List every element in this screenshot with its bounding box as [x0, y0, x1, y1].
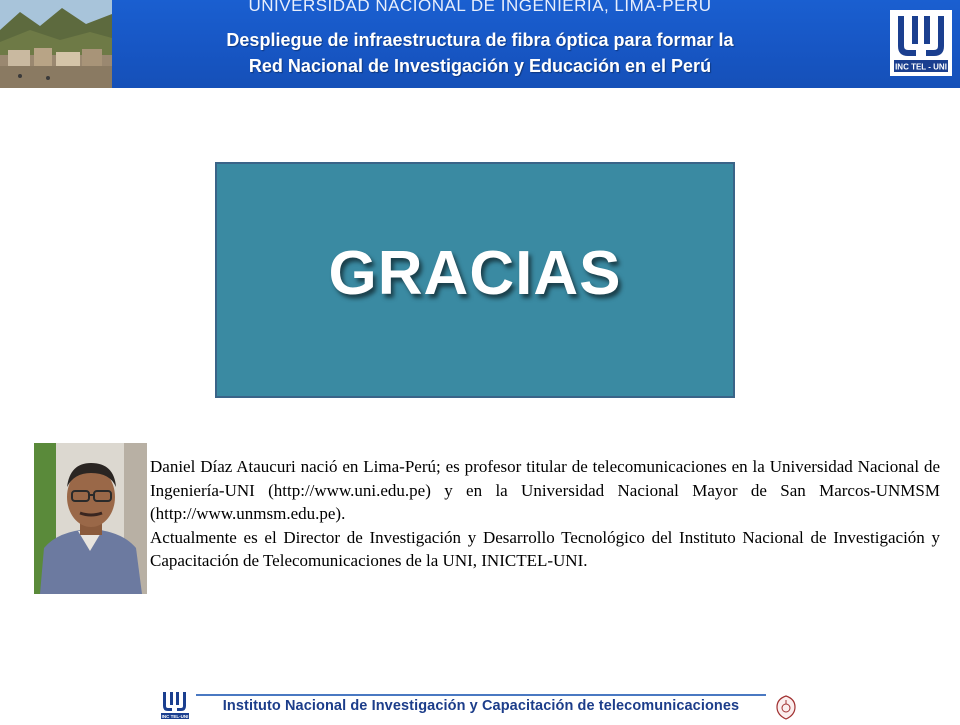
header-town-photo [0, 0, 112, 88]
bio-paragraph-2: Actualmente es el Director de Investigación y Desarrollo Tecnológico del Instituto Nacional de Investigación y Capacitación de Telecomunicaciones de la UNI, INICTEL-UNI. [150, 527, 940, 570]
presentation-title-line-2: Red Nacional de Investigación y Educación en el Perú [248, 56, 712, 76]
university-name: UNIVERSIDAD NACIONAL DE INGENIERIA, LIMA-PERU [248, 0, 712, 15]
gracias-panel [215, 162, 735, 398]
bio-paragraph-1: Daniel Díaz Ataucuri nació en Lima-Perú; es profesor titular de telecomunicaciones en la Universidad Nacional de Ingeniería-UNI (http://www.uni.edu.pe) y en la Universidad Nacional Mayor de San Marcos-UNMSM (http://www.unmsm.edu.pe). [150, 457, 940, 523]
gracias-heading: GRACIAS [328, 239, 622, 308]
footer-institute-name: Instituto Nacional de Investigación y Capacitación de telecomunicaciones [222, 698, 740, 714]
footer-inictel-logo-icon [160, 690, 190, 720]
presentation-title-line-1: Despliegue de infraestructura de fibra óptica para formar la [226, 30, 734, 50]
footer-divider [196, 694, 766, 696]
footer-logo-label: INC TEL-UNI [161, 714, 189, 719]
author-portrait [34, 443, 147, 594]
author-bio [150, 455, 940, 573]
header-banner [0, 0, 960, 88]
inictel-logo-icon [890, 10, 952, 76]
header-logo-label: INC TEL - UNI [895, 62, 947, 72]
uni-seal-icon [775, 695, 797, 720]
